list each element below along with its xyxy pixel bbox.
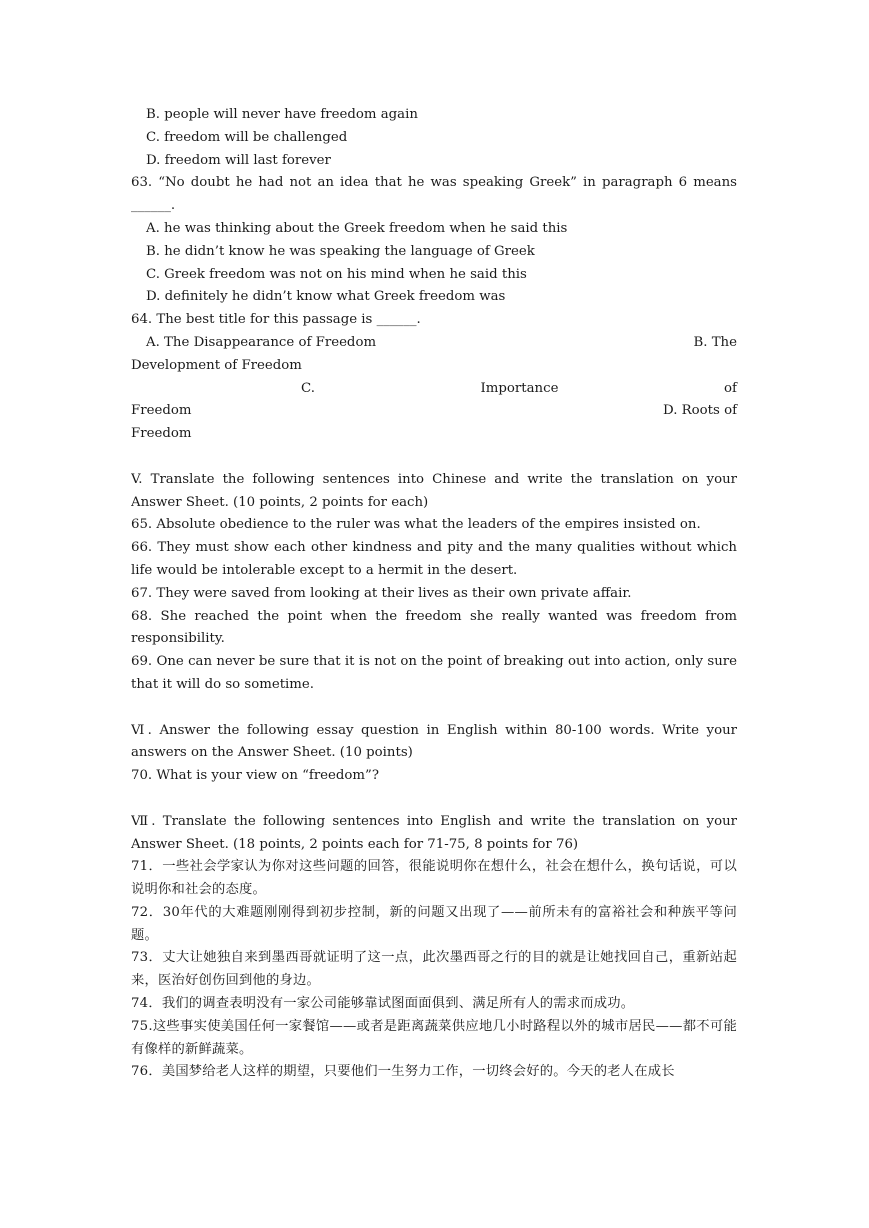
q65: 65. Absolute obedience to the ruler was what the leaders of the empires insisted on. [131,517,701,533]
q63-option-d: D. definitely he didn’t know what Greek freedom was [146,289,506,305]
section6-heading: Ⅵ. Answer the following essay question in English within 80-100 words. Write your answers on the Answer Sheet. (10 points) [131,722,737,761]
q63-stem: 63. “No doubt he had not an idea that he was speaking Greek” in paragraph 6 means ______. [131,175,737,214]
q74: 74．我们的调查表明没有一家公司能够靠试图面面俱到、满足所有人的需求而成功。 [131,996,635,1012]
q76: 76．美国梦给老人这样的期望，只要他们一生努力工作，一切终会好的。今天的老人在成长 [131,1064,675,1080]
exam-page [131,104,737,1084]
q64-option-c-part4: Freedom [131,403,192,419]
q71: 71．一些社会学家认为你对这些问题的回答，很能说明你在想什么，社会在想什么，换句话说，可以说明你和社会的态度。 [131,859,737,898]
q73: 73．丈大让她独自来到墨西哥就证明了这一点，此次墨西哥之行的目的就是让她找回自己，重新站起来，医治好创伤回到他的身边。 [131,950,737,989]
q64-option-b-part2: Development of Freedom [131,357,302,373]
q72: 72．30年代的大难题刚刚得到初步控制，新的问题又出现了——前所未有的富裕社会和种族平等问题。 [131,904,737,943]
q64-option-c-part2: Importance [480,380,559,396]
spacer [131,446,737,469]
q67: 67. They were saved from looking at their lives as their own private affair. [131,585,632,601]
q70: 70. What is your view on “freedom”? [131,768,379,784]
q64-option-c-part3: of [724,380,737,396]
q64-option-d-part1: D. Roots of [663,403,737,419]
section5-heading: V. Translate the following sentences into Chinese and write the translation on your Answer Sheet. (10 points, 2 points for each) [131,471,737,510]
q63-option-b: B. he didn’t know he was speaking the language of Greek [146,243,535,259]
spacer [131,788,737,811]
q64-row-4 [131,400,737,423]
q63-option-c: C. Greek freedom was not on his mind when he said this [146,266,527,282]
q64-option-c-part1: C. [301,380,315,396]
section7-heading: Ⅶ. Translate the following sentences into English and write the translation on your Answer Sheet. (18 points, 2 points each for 71-75, 8 points for 76) [131,813,737,852]
q64-option-b-part1: B. The [693,334,737,350]
spacer [131,697,737,720]
q62-option-d: D. freedom will last forever [146,152,331,168]
q68: 68. She reached the point when the freedom she really wanted was freedom from responsibility. [131,608,737,647]
q66: 66. They must show each other kindness and pity and the many qualities without which life would be intolerable except to a hermit in the desert. [131,540,737,578]
q64-stem: 64. The best title for this passage is ______. [131,312,421,328]
q64-row-3 [131,378,737,401]
q64-row-1 [131,332,737,355]
q75: 75.这些事实使美国任何一家餐馆——或者是距离蔬菜供应地几小时路程以外的城市居民——都不可能有像样的新鲜蔬菜。 [131,1018,737,1057]
q63-option-a: A. he was thinking about the Greek freedom when he said this [146,220,568,236]
q62-option-b: B. people will never have freedom again [146,107,418,122]
q69: 69. One can never be sure that it is not on the point of breaking out into action, only sure that it will do so sometime. [131,654,737,692]
q64-option-a: A. The Disappearance of Freedom [146,334,377,350]
q64-option-d-part2: Freedom [131,426,192,442]
q62-option-c: C. freedom will be challenged [146,129,348,145]
